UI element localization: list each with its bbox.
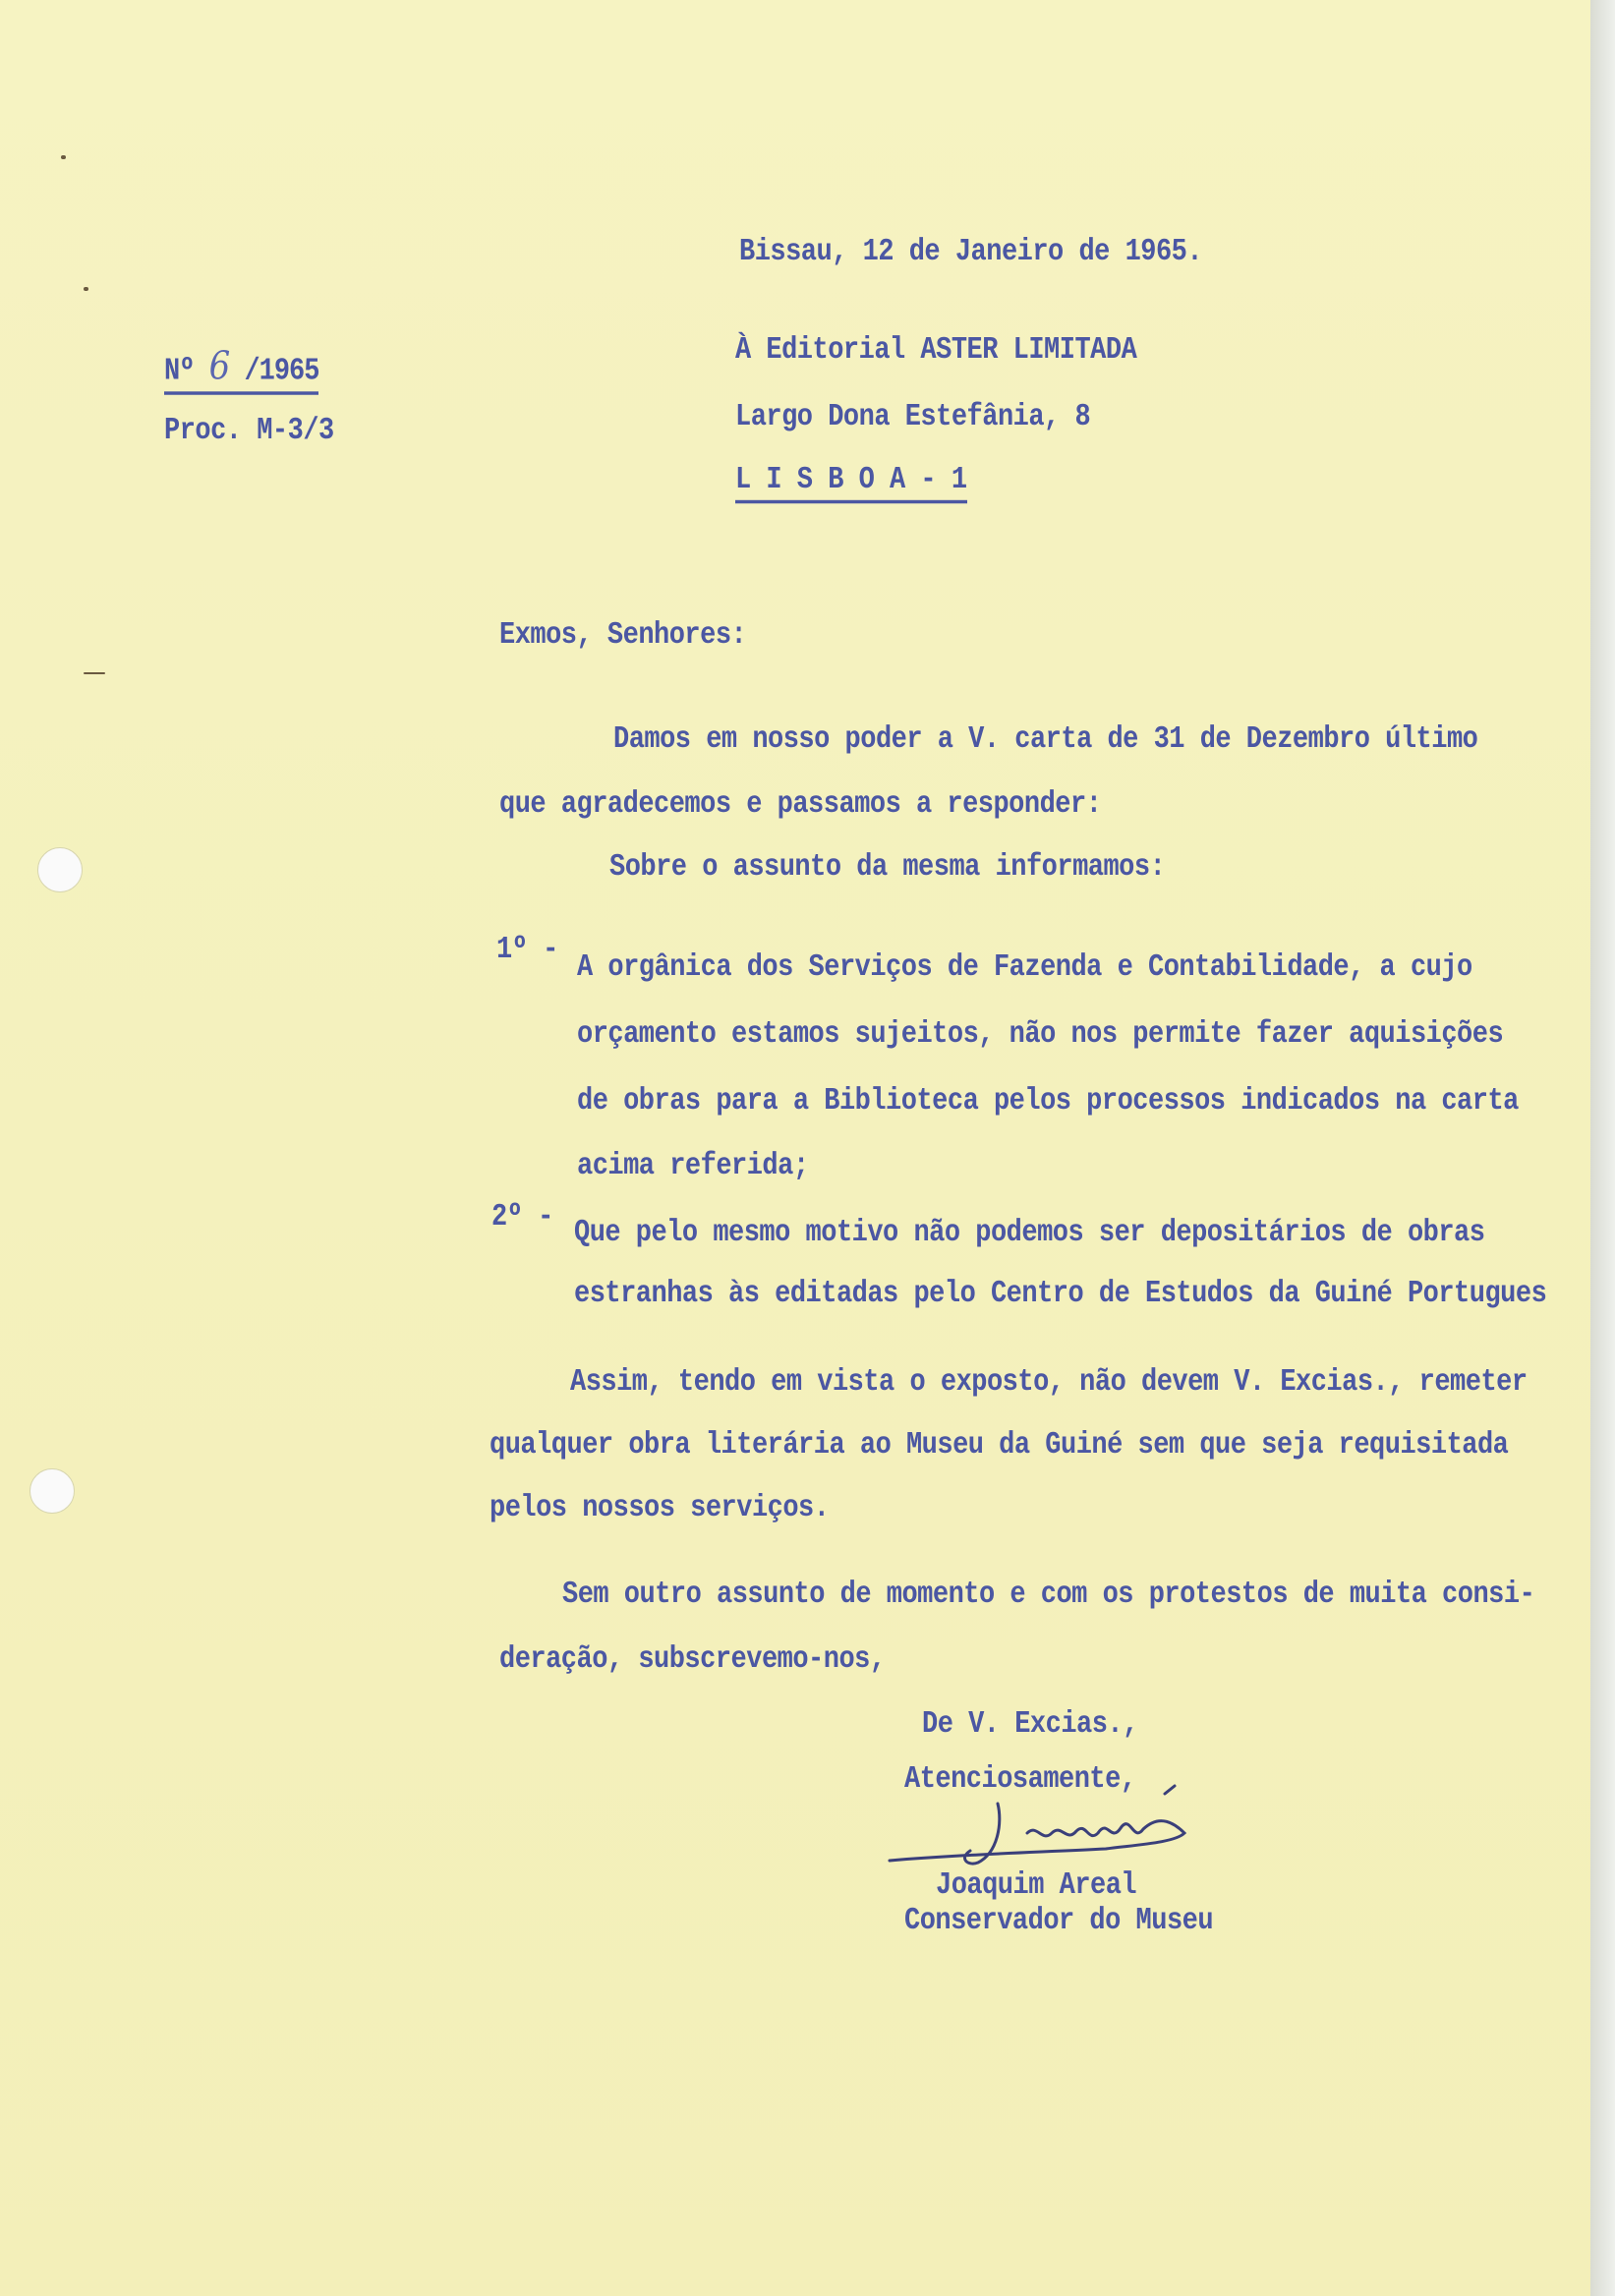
item-1-line: de obras para a Biblioteca pelos processos indicados na carta	[577, 1085, 1519, 1119]
item-2-line: estranhas às editadas pelo Centro de Estudos da Guiné Portugues	[574, 1278, 1547, 1312]
process-number: Proc. M-3/3	[164, 415, 334, 449]
paragraph-3-line: pelos nossos serviços.	[490, 1492, 830, 1526]
item-1-line: A orgânica dos Serviços de Fazenda e Contabilidade, a cujo	[577, 951, 1472, 986]
item-1-marker: 1º -	[496, 934, 558, 968]
paragraph-3-line: Assim, tendo em vista o exposto, não devem V. Excias., remeter	[570, 1366, 1528, 1401]
paragraph-4-line: deração, subscrevemo-nos,	[499, 1643, 886, 1678]
paragraph-1-line-2: que agradecemos e passamos a responder:	[499, 788, 1102, 823]
speck	[84, 672, 105, 674]
signer-name: Joaquim Areal	[936, 1869, 1137, 1904]
item-2-line: Que pelo mesmo motivo não podemos ser depositários de obras	[574, 1217, 1485, 1251]
item-1-line: acima referida;	[577, 1150, 809, 1184]
speck	[61, 155, 66, 159]
date-line: Bissau, 12 de Janeiro de 1965.	[739, 236, 1203, 270]
recipient-city: L I S B O A - 1	[735, 464, 967, 503]
recipient-line-1: À Editorial ASTER LIMITADA	[735, 334, 1137, 369]
paragraph-2: Sobre o assunto da mesma informamos:	[609, 851, 1166, 886]
handwritten-number: 6	[208, 344, 230, 389]
closing-line-1: De V. Excias.,	[922, 1708, 1138, 1743]
punch-hole	[29, 1468, 75, 1514]
item-1-line: orçamento estamos sujeitos, não nos permite fazer aquisições	[577, 1018, 1504, 1053]
paragraph-1-line-1: Damos em nosso poder a V. carta de 31 de Dezembro último	[613, 723, 1478, 758]
scan-edge	[1590, 0, 1615, 2296]
signature	[880, 1764, 1204, 1872]
recipient-line-2: Largo Dona Estefânia, 8	[735, 401, 1091, 435]
speck	[84, 287, 88, 291]
reference-number	[164, 344, 318, 395]
reference-prefix: Nº	[164, 355, 195, 389]
reference-year: /1965	[244, 355, 319, 389]
salutation: Exmos, Senhores:	[499, 619, 747, 654]
item-2-marker: 2º -	[491, 1201, 553, 1235]
paragraph-3-line: qualquer obra literária ao Museu da Guiné sem que seja requisitada	[490, 1429, 1509, 1464]
closing-line-2: Atenciosamente,	[904, 1763, 1136, 1798]
signer-title: Conservador do Museu	[904, 1905, 1214, 1939]
punch-hole	[37, 847, 83, 892]
paragraph-4-line: Sem outro assunto de momento e com os protestos de muita consi-	[562, 1578, 1535, 1613]
